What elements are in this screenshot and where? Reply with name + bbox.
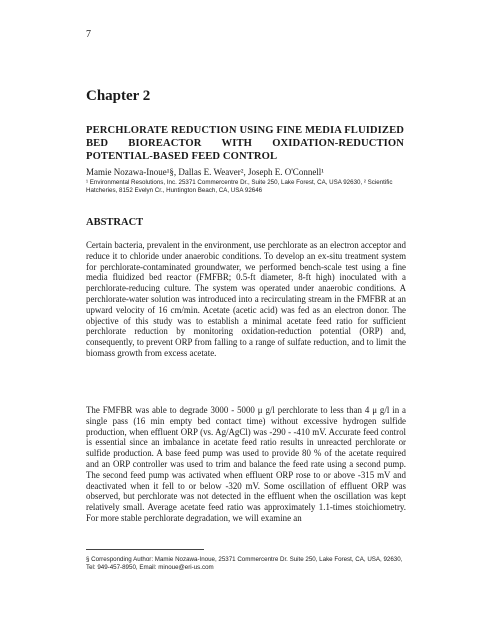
page-number: 7 <box>86 29 91 40</box>
chapter-title: PERCHLORATE REDUCTION USING FINE MEDIA FLUIDIZED BED BIOREACTOR WITH OXIDATION-REDUCTION POTENTIAL-BASED FEED CONTROL <box>86 125 404 162</box>
abstract-paragraph-2: The FMFBR was able to degrade 3000 - 5000 μ g/l perchlorate to less than 4 μ g/l in a single pass (16 min empty bed contact time) without excessive hydrogen sulfide production, when effluent ORP (vs. Ag/AgCl) was -290 - -410 mV. Accurate feed control is essential since an imbalance in acetate feed ratio results in unreacted perchlorate or sulfide production. A base feed pump was used to provide 80 % of the acetate required and an ORP controller was used to trim and balance the feed rate using a second pump. The second feed pump was activated when effluent ORP rose to or above -315 mV and deactivated when it fell to or below -320 mV. Some oscillation of effluent ORP was observed, but perchlorate was not detected in the effluent when the oscillation was kept relatively small. Average acetate feed ratio was approximately 1.1-times stoichiometry. For more stable perchlorate degradation, we will examine an <box>86 405 406 523</box>
chapter-label: Chapter 2 <box>86 88 151 104</box>
corresponding-author-footnote: § Corresponding Author: Mamie Nozawa-Inoue, 25371 Commercentre Dr. Suite 250, Lake Forest, CA, USA, 92630, Tel: 949-457-8950, Email: minoue@eri-us.com <box>86 556 403 571</box>
author-affiliations: ¹ Environmental Resolutions, Inc. 25371 Commercentre Dr., Suite 250, Lake Forest, CA, USA 92630, ² Scientific Hatcheries, 8152 Evelyn Cr., Huntington Beach, CA, USA 92646 <box>86 179 393 194</box>
abstract-heading: ABSTRACT <box>86 217 144 228</box>
abstract-paragraph-1: Certain bacteria, prevalent in the environment, use perchlorate as an electron acceptor and reduce it to chloride under anaerobic conditions. To develop an ex-situ treatment system for perchlorate-contaminated groundwater, we performed bench-scale test using a fine media fluidized bed reactor (FMFBR; 0.5-ft diameter, 8-ft high) inoculated with a perchlorate-reducing culture. The system was operated under anaerobic conditions. A perchlorate-water solution was introduced into a recirculating stream in the FMFBR at an upward velocity of 16 cm/min. Acetate (acetic acid) was fed as an electron donor. The objective of this study was to establish a minimal acetate feed ratio for sufficient perchlorate reduction by monitoring oxidation-reduction potential (ORP) and, consequently, to prevent ORP from falling to a range of sulfate reduction, and to limit the biomass growth from excess acetate. <box>86 240 406 358</box>
footnote-divider <box>86 549 204 550</box>
author-list: Mamie Nozawa-Inoue¹§, Dallas E. Weaver², Joseph E. O'Connell¹ <box>86 167 325 177</box>
